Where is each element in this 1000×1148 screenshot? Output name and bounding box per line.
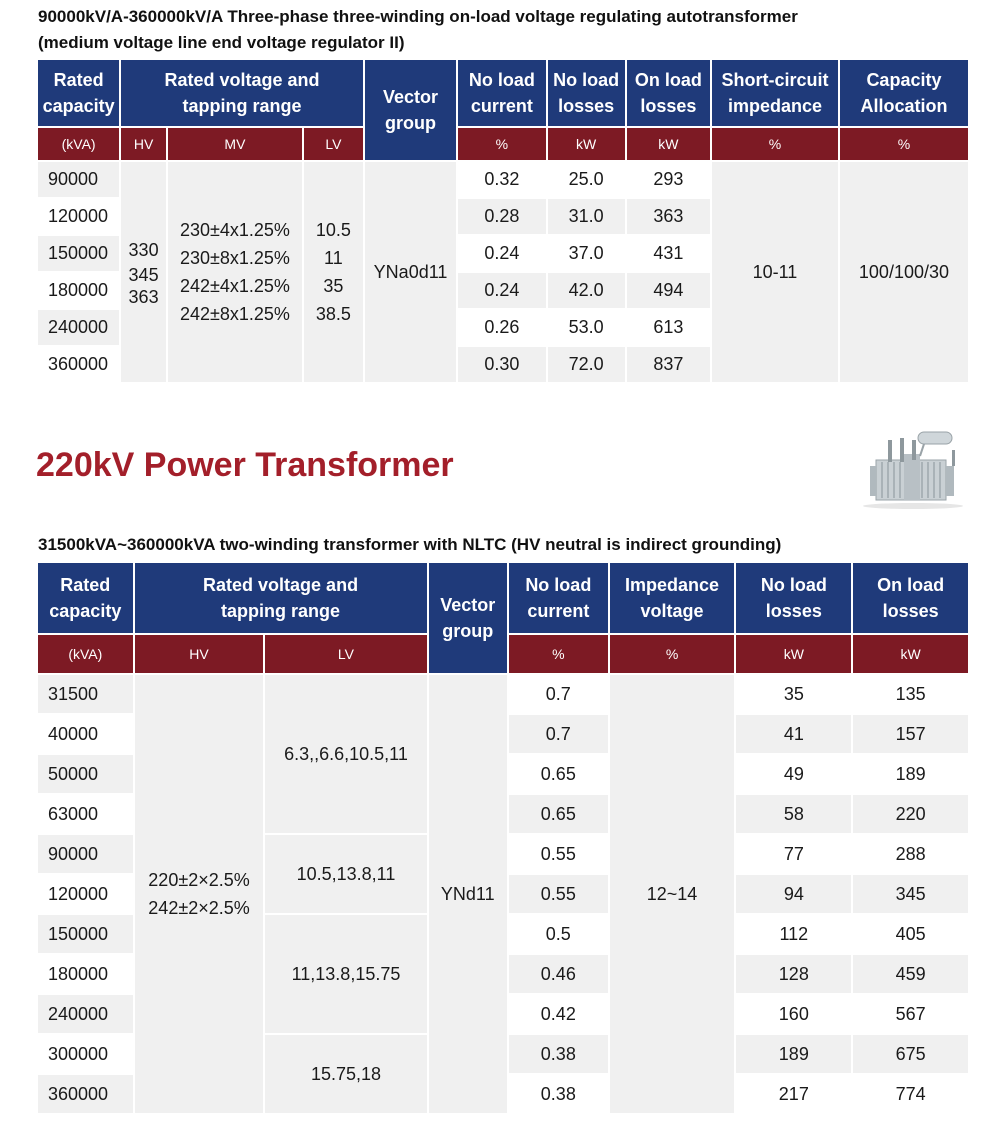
- no-load-current-cell: 0.65: [509, 795, 608, 833]
- capacity-cell: 150000: [38, 236, 119, 271]
- no-load-current-cell: 0.7: [509, 715, 608, 753]
- capacity-cell: 120000: [38, 199, 119, 234]
- header-short-circuit: Short-circuit impedance: [712, 60, 838, 126]
- no-load-current-cell: 0.65: [509, 755, 608, 793]
- capacity-cell: 90000: [38, 162, 119, 197]
- no-load-losses-cell: 25.0: [548, 162, 625, 197]
- unit-mv: MV: [168, 128, 302, 160]
- header-no-load-current: No load current: [458, 60, 545, 126]
- capacity-cell: 31500: [38, 675, 133, 713]
- header-impedance-voltage: Impedance voltage: [610, 563, 735, 633]
- on-load-losses-cell: 613: [627, 310, 710, 345]
- lv-cell: 11,13.8,15.75: [265, 915, 426, 1033]
- no-load-losses-cell: 41: [736, 715, 851, 753]
- section1-caption: [38, 4, 988, 56]
- header-rated-voltage: Rated voltage and tapping range: [121, 60, 363, 126]
- no-load-current-cell: 0.32: [458, 162, 545, 197]
- caption-line-2: (medium voltage line end voltage regulator II): [38, 33, 405, 52]
- no-load-losses-cell: 189: [736, 1035, 851, 1073]
- capacity-cell: 240000: [38, 310, 119, 345]
- no-load-losses-cell: 58: [736, 795, 851, 833]
- on-load-losses-cell: 345: [853, 875, 968, 913]
- vector-group-cell: YNa0d11: [365, 162, 456, 382]
- capacity-cell: 40000: [38, 715, 133, 753]
- on-load-losses-cell: 293: [627, 162, 710, 197]
- unit-kva: (kVA): [38, 128, 119, 160]
- no-load-current-cell: 0.5: [509, 915, 608, 953]
- no-load-losses-cell: 128: [736, 955, 851, 993]
- unit-kw: kW: [736, 635, 851, 673]
- unit-lv: LV: [265, 635, 426, 673]
- no-load-current-cell: 0.24: [458, 273, 545, 308]
- short-circuit-cell: 10-11: [712, 162, 838, 382]
- power-transformer-spec-table: [36, 561, 970, 1115]
- header-no-load-losses: No load losses: [736, 563, 851, 633]
- no-load-losses-cell: 160: [736, 995, 851, 1033]
- mv-cell: 230±4x1.25% 230±8x1.25% 242±4x1.25% 242±8x1.25%: [168, 162, 302, 382]
- unit-percent: %: [610, 635, 735, 673]
- on-load-losses-cell: 494: [627, 273, 710, 308]
- vector-group-cell: YNd11: [429, 675, 508, 1113]
- no-load-current-cell: 0.38: [509, 1075, 608, 1113]
- impedance-voltage-cell: 12~14: [610, 675, 735, 1113]
- no-load-current-cell: 0.42: [509, 995, 608, 1033]
- on-load-losses-cell: 837: [627, 347, 710, 382]
- no-load-losses-cell: 94: [736, 875, 851, 913]
- unit-percent: %: [840, 128, 968, 160]
- capacity-cell: 180000: [38, 955, 133, 993]
- header-rated-capacity: Rated capacity: [38, 563, 133, 633]
- unit-hv: HV: [121, 128, 166, 160]
- table-row: [38, 675, 968, 713]
- no-load-current-cell: 0.24: [458, 236, 545, 271]
- no-load-losses-cell: 53.0: [548, 310, 625, 345]
- no-load-losses-cell: 112: [736, 915, 851, 953]
- header-on-load-losses: On load losses: [853, 563, 968, 633]
- no-load-losses-cell: 42.0: [548, 273, 625, 308]
- on-load-losses-cell: 135: [853, 675, 968, 713]
- capacity-cell: 300000: [38, 1035, 133, 1073]
- capacity-cell: 360000: [38, 1075, 133, 1113]
- no-load-losses-cell: 72.0: [548, 347, 625, 382]
- no-load-losses-cell: 37.0: [548, 236, 625, 271]
- on-load-losses-cell: 567: [853, 995, 968, 1033]
- capacity-allocation-cell: 100/100/30: [840, 162, 968, 382]
- unit-percent: %: [509, 635, 608, 673]
- lv-cell: 10.5 11 35 38.5: [304, 162, 363, 382]
- no-load-losses-cell: 77: [736, 835, 851, 873]
- autotransformer-spec-table: [36, 58, 970, 384]
- header-on-load-losses: On load losses: [627, 60, 710, 126]
- unit-percent: %: [458, 128, 545, 160]
- capacity-cell: 90000: [38, 835, 133, 873]
- unit-kw: kW: [853, 635, 968, 673]
- table-row: [38, 162, 968, 197]
- header-vector-group: Vector group: [429, 563, 508, 673]
- header-no-load-losses: No load losses: [548, 60, 625, 126]
- no-load-current-cell: 0.7: [509, 675, 608, 713]
- lv-cell: 6.3,,6.6,10.5,11: [265, 675, 426, 833]
- header-rated-voltage: Rated voltage and tapping range: [135, 563, 427, 633]
- capacity-cell: 240000: [38, 995, 133, 1033]
- on-load-losses-cell: 459: [853, 955, 968, 993]
- no-load-current-cell: 0.55: [509, 835, 608, 873]
- lv-cell: 15.75,18: [265, 1035, 426, 1113]
- on-load-losses-cell: 675: [853, 1035, 968, 1073]
- on-load-losses-cell: 220: [853, 795, 968, 833]
- on-load-losses-cell: 189: [853, 755, 968, 793]
- section2-caption: 31500kVA~360000kVA two-winding transformer with NLTC (HV neutral is indirect grounding): [38, 535, 782, 554]
- no-load-losses-cell: 217: [736, 1075, 851, 1113]
- no-load-current-cell: 0.28: [458, 199, 545, 234]
- header-capacity-allocation: Capacity Allocation: [840, 60, 968, 126]
- on-load-losses-cell: 774: [853, 1075, 968, 1113]
- unit-percent: %: [712, 128, 838, 160]
- no-load-current-cell: 0.26: [458, 310, 545, 345]
- unit-lv: LV: [304, 128, 363, 160]
- unit-kw: kW: [627, 128, 710, 160]
- capacity-cell: 150000: [38, 915, 133, 953]
- no-load-current-cell: 0.46: [509, 955, 608, 993]
- power-transformer-image: [858, 426, 968, 510]
- no-load-current-cell: 0.38: [509, 1035, 608, 1073]
- no-load-current-cell: 0.30: [458, 347, 545, 382]
- unit-kva: (kVA): [38, 635, 133, 673]
- on-load-losses-cell: 288: [853, 835, 968, 873]
- caption-line-1: 90000kV/A-360000kV/A Three-phase three-winding on-load voltage regulating autotransformer: [38, 7, 798, 26]
- no-load-current-cell: 0.55: [509, 875, 608, 913]
- section-title: 220kV Power Transformer: [36, 446, 454, 484]
- unit-kw: kW: [548, 128, 625, 160]
- hv-cell: 330 345 363: [121, 162, 166, 382]
- no-load-losses-cell: 31.0: [548, 199, 625, 234]
- no-load-losses-cell: 35: [736, 675, 851, 713]
- on-load-losses-cell: 363: [627, 199, 710, 234]
- on-load-losses-cell: 157: [853, 715, 968, 753]
- capacity-cell: 360000: [38, 347, 119, 382]
- on-load-losses-cell: 405: [853, 915, 968, 953]
- no-load-losses-cell: 49: [736, 755, 851, 793]
- capacity-cell: 180000: [38, 273, 119, 308]
- capacity-cell: 63000: [38, 795, 133, 833]
- capacity-cell: 120000: [38, 875, 133, 913]
- on-load-losses-cell: 431: [627, 236, 710, 271]
- header-rated-capacity: Rated capacity: [38, 60, 119, 126]
- capacity-cell: 50000: [38, 755, 133, 793]
- hv-cell: 220±2×2.5% 242±2×2.5%: [135, 675, 264, 1113]
- lv-cell: 10.5,13.8,11: [265, 835, 426, 913]
- header-vector-group: Vector group: [365, 60, 456, 160]
- unit-hv: HV: [135, 635, 264, 673]
- header-no-load-current: No load current: [509, 563, 608, 633]
